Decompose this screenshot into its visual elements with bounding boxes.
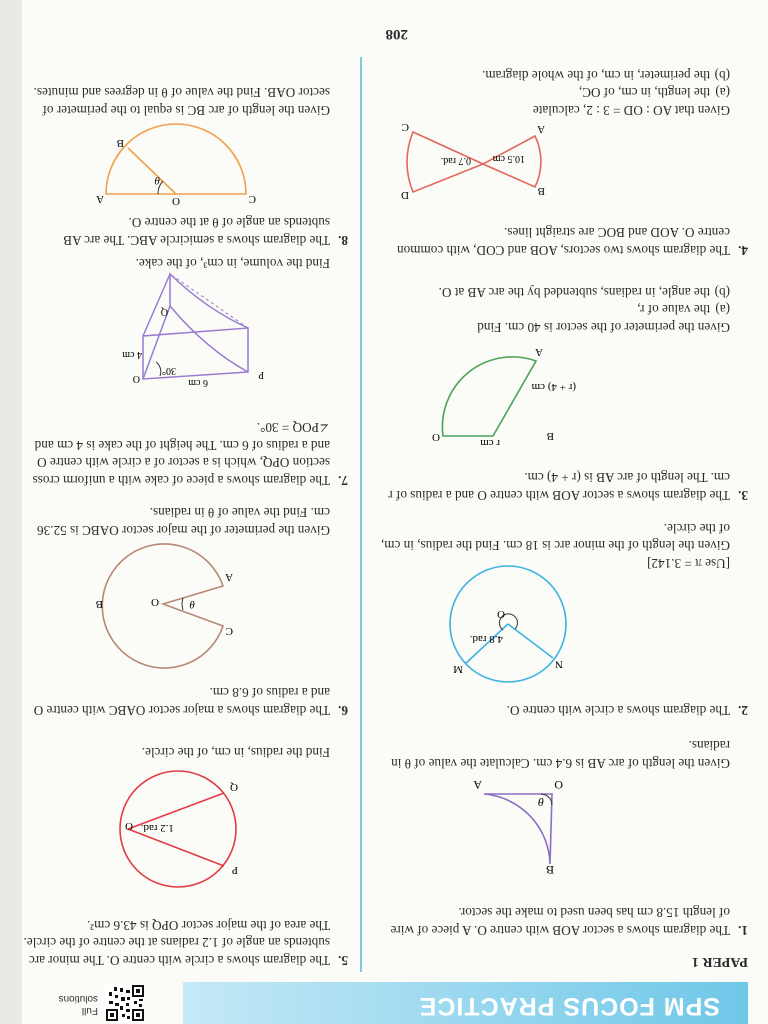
svg-text:N: N xyxy=(555,658,563,670)
svg-text:6 cm: 6 cm xyxy=(188,377,208,388)
question-1-part2: Given the length of arc AB is 6.4 cm. Calculate the value of θ in radians. xyxy=(391,738,730,771)
question-6-figure xyxy=(93,539,253,674)
question-5-figure xyxy=(98,759,248,899)
question-1-figure xyxy=(428,776,588,876)
question-6: 6. The diagram shows a major sector OABC with centre O and a radius of 6.8 cm. xyxy=(33,685,348,718)
header-banner xyxy=(183,982,748,1024)
svg-text:C: C xyxy=(248,193,256,205)
svg-text:B: B xyxy=(116,137,124,149)
svg-text:Q: Q xyxy=(160,306,168,317)
question-4-part2: Given that AO : OD = 3 : 2, calculate (a) the length, in cm, of OC, (b) the perimeter, in cm, of the whole diagram. xyxy=(482,68,730,118)
page-number: 208 xyxy=(385,26,408,42)
qr-code-icon xyxy=(105,984,145,1022)
question-8-figure xyxy=(88,119,258,207)
svg-text:A: A xyxy=(96,193,104,205)
svg-text:C: C xyxy=(225,625,233,637)
question-4: 4. The diagram shows two sectors, AOB and COD, with common centre O. AOD and BOC are straight lines. xyxy=(397,225,748,258)
question-2-part2: [Use π = 3.142] Given the length of the minor arc is 18 cm. Find the radius, in cm, of the circle. xyxy=(380,521,730,571)
svg-text:B: B xyxy=(537,185,545,197)
paper-heading: PAPER 1 xyxy=(691,954,748,969)
question-3: 3. The diagram shows a sector AOB with centre O and a radius of r cm. The length of arc AB is (r + 4) cm. xyxy=(388,470,748,503)
question-6-part2: Given the perimeter of the major sector OABC is 52.36 cm. Find the value of θ in radians. xyxy=(37,505,330,538)
svg-text:P: P xyxy=(258,369,264,380)
svg-text:Q: Q xyxy=(230,781,238,793)
question-4-figure xyxy=(393,122,543,202)
svg-text:B: B xyxy=(546,430,554,442)
svg-text:θ: θ xyxy=(538,795,544,809)
svg-text:A: A xyxy=(535,346,543,358)
svg-text:A: A xyxy=(537,123,545,135)
question-8-part2: Given the length of arc BC is equal to the perimeter of sector OAB. Find the value of θ in degrees and minutes. xyxy=(33,85,330,118)
svg-text:θ: θ xyxy=(154,174,160,186)
question-3-part2: Given the perimeter of the sector is 40 cm. Find (a) the value of r, (b) the angle, in radians, subtended by the arc AB at O. xyxy=(438,285,730,335)
svg-text:1.2 rad.: 1.2 rad. xyxy=(140,822,174,834)
svg-text:O: O xyxy=(125,820,133,832)
question-5-part2: Find the radius, in cm, of the circle. xyxy=(141,745,330,760)
question-1: 1. The diagram shows a sector AOB with centre O. A piece of wire of length 15.8 cm has been used to make the sector. xyxy=(378,904,748,939)
page-edge xyxy=(0,0,22,1024)
question-5: 5. The diagram shows a circle with centre O. The minor arc subtends an angle of 1.2 radians at the centre of the circle. The area of the major sector OPQ is 43.6 cm². xyxy=(23,918,348,968)
svg-text:30°: 30° xyxy=(162,365,176,376)
svg-text:O: O xyxy=(497,608,505,620)
svg-text:θ: θ xyxy=(189,598,195,610)
qr-caption: Full solutions xyxy=(58,993,98,1016)
svg-text:O: O xyxy=(432,431,440,443)
svg-text:B: B xyxy=(95,598,103,610)
svg-text:4.8 rad.: 4.8 rad. xyxy=(469,633,503,645)
svg-text:O: O xyxy=(151,596,159,608)
svg-text:O: O xyxy=(172,195,180,207)
question-2: 2. The diagram shows a circle with centre O. xyxy=(506,703,748,718)
question-7-figure xyxy=(118,269,268,388)
svg-text:O: O xyxy=(132,373,140,384)
svg-text:C: C xyxy=(401,121,409,133)
svg-text:10.5 cm: 10.5 cm xyxy=(492,153,525,164)
question-7-part2: Find the volume, in cm³, of the cake. xyxy=(135,256,330,271)
svg-text:0.7 rad.: 0.7 rad. xyxy=(440,155,471,166)
question-2-figure xyxy=(433,554,583,694)
banner-title: SPM FOCUS PRACTICE xyxy=(418,992,720,1020)
svg-text:P: P xyxy=(231,864,238,876)
svg-text:(r + 4) cm: (r + 4) cm xyxy=(531,381,576,393)
question-8: 8. The diagram shows a semicircle ABC. The arc AB subtends an angle of θ at the centre O. xyxy=(63,215,348,248)
svg-text:B: B xyxy=(545,863,554,877)
column-divider xyxy=(361,57,363,972)
svg-text:D: D xyxy=(401,189,409,201)
svg-text:r cm: r cm xyxy=(480,437,500,449)
svg-text:A: A xyxy=(225,571,233,583)
svg-text:4 cm: 4 cm xyxy=(122,349,142,360)
svg-text:O: O xyxy=(554,778,563,792)
svg-text:A: A xyxy=(473,778,482,792)
question-3-figure xyxy=(408,344,576,449)
question-1-text: The diagram shows a sector AOB with centre O. A piece of wire of length 15.8 cm has been used to make the sector. xyxy=(390,905,730,938)
question-7: 7. The diagram shows a piece of cake with a uniform cross section OPQ, which is a sector of a circle with centre O and a radius of 6 cm. The height of the cake is 4 cm and ∠POQ = 30°. xyxy=(32,420,348,488)
svg-text:M: M xyxy=(453,663,463,675)
